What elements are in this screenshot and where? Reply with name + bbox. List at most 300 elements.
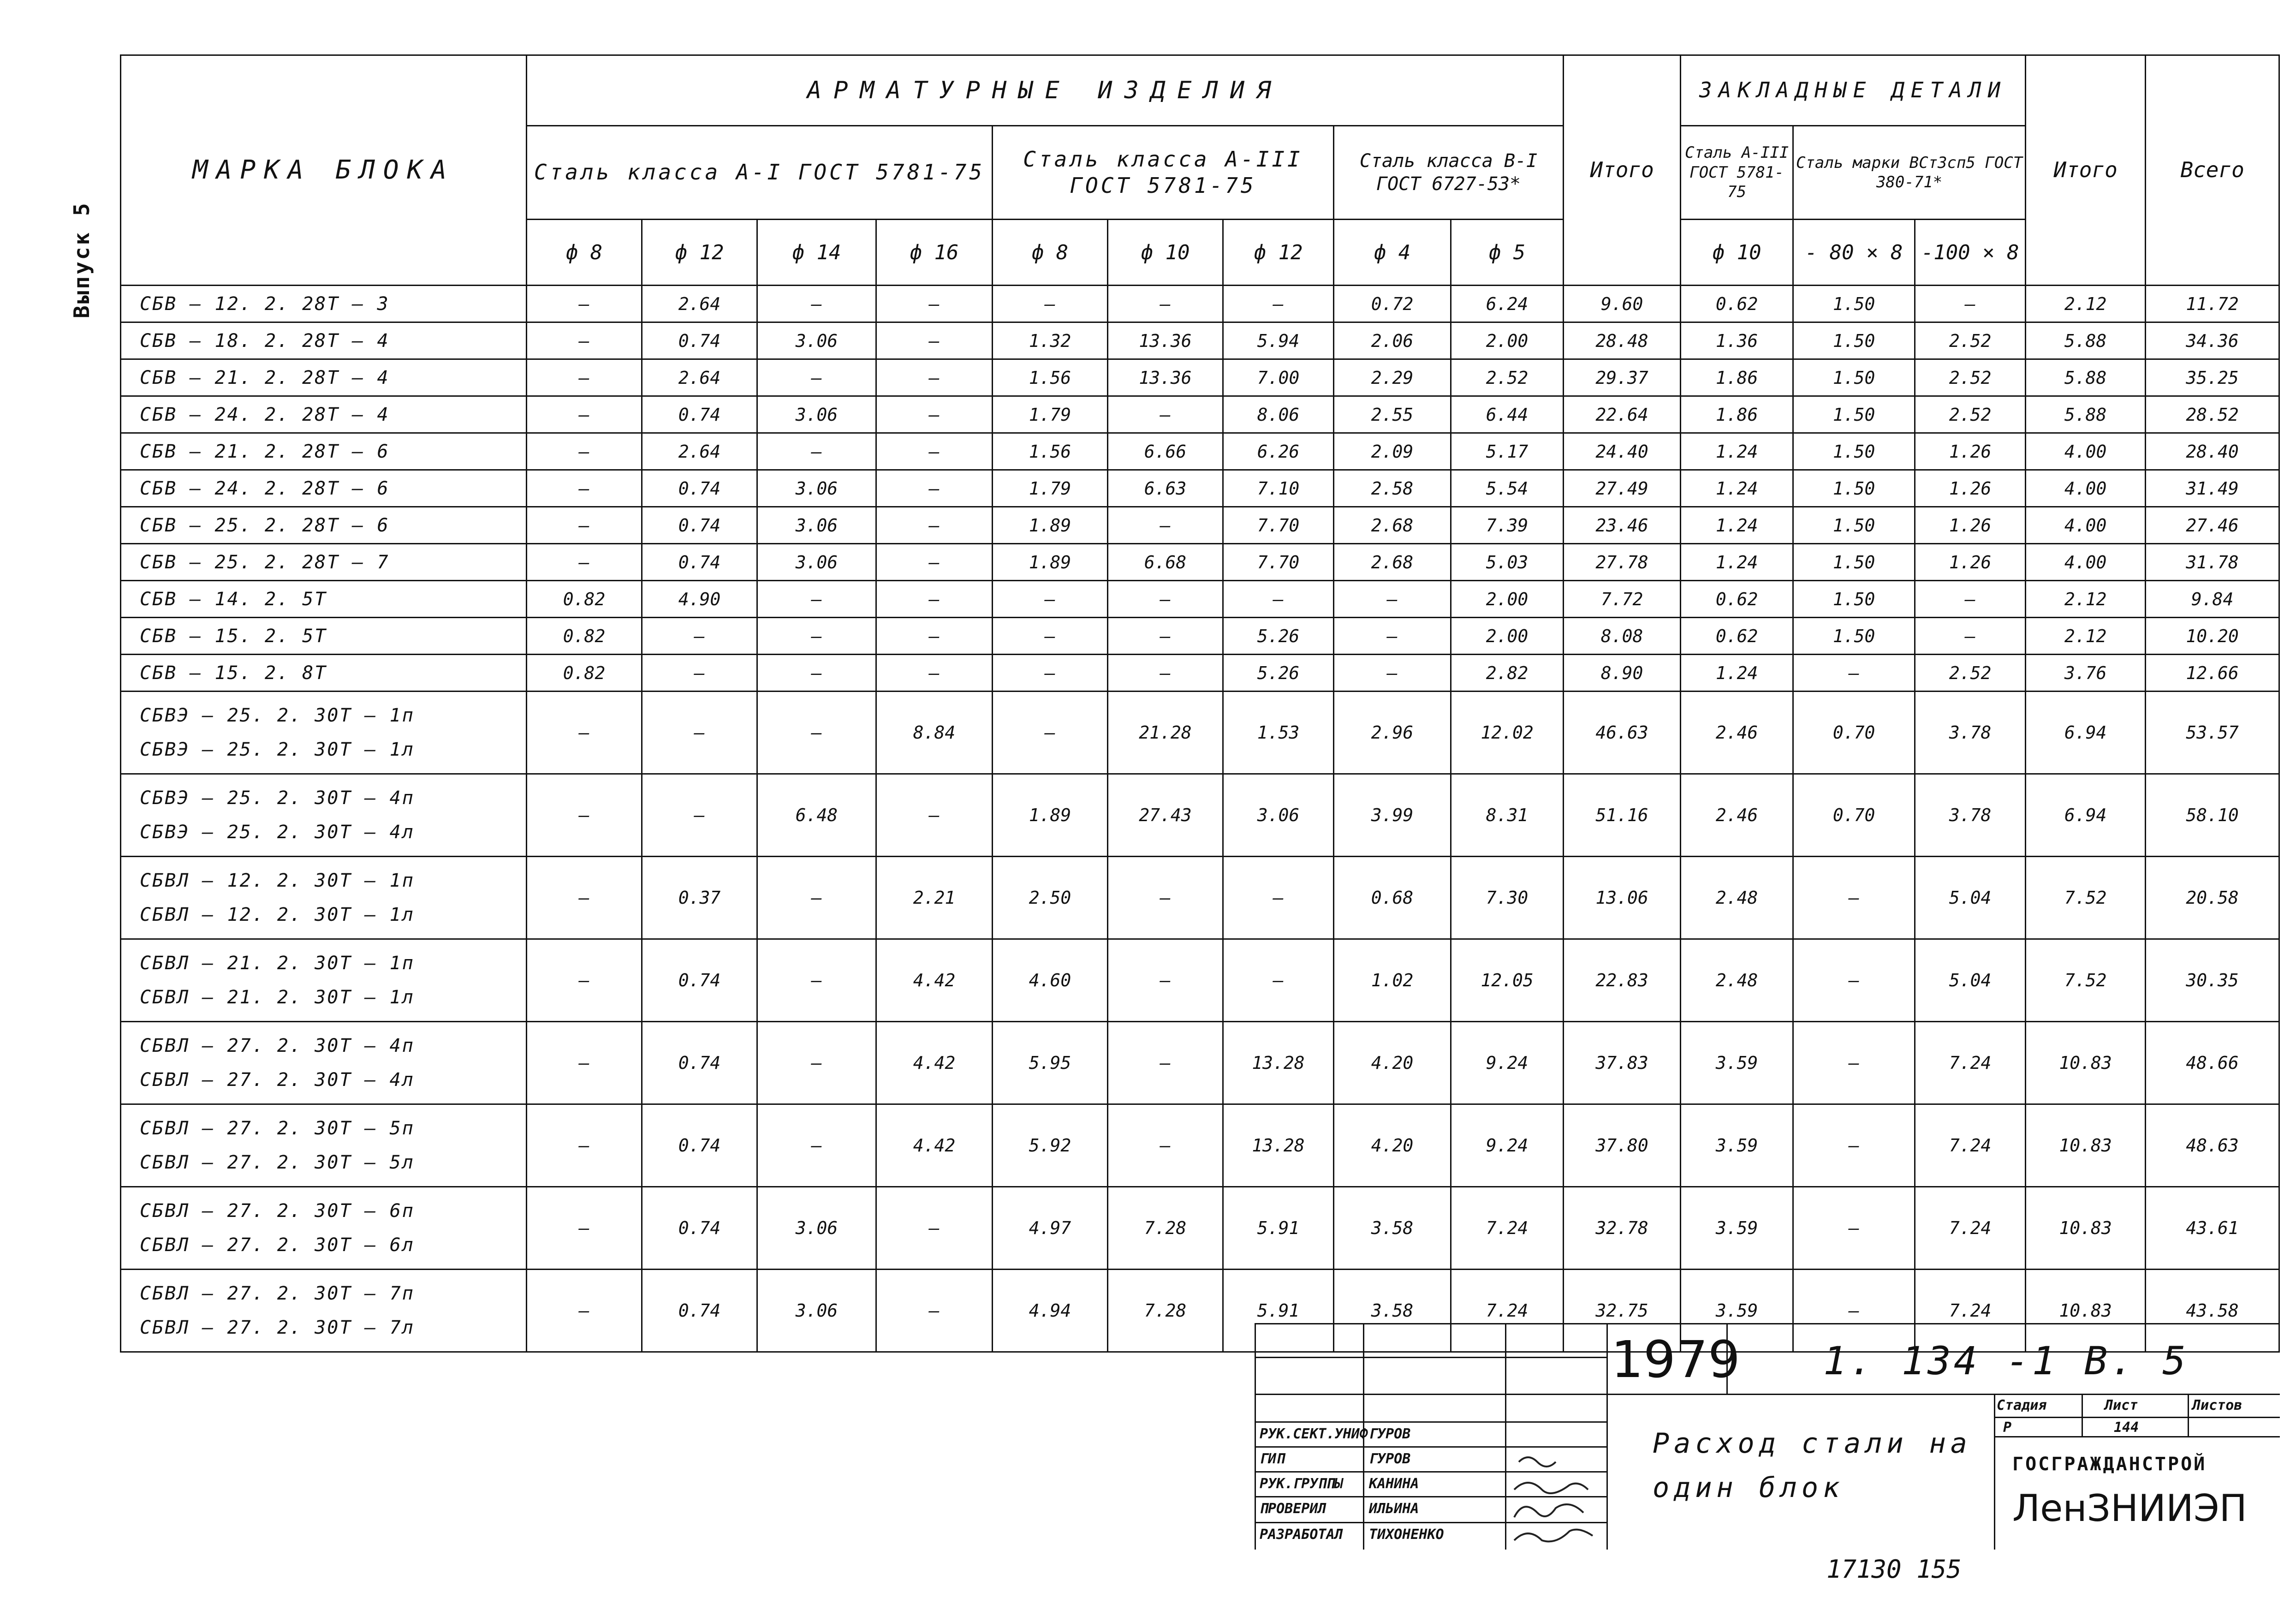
header-steel-a3: Сталь класса А-III ГОСТ 5781-75 xyxy=(993,126,1334,220)
value-cell: — xyxy=(527,396,642,433)
value-cell: 6.94 xyxy=(2026,692,2146,774)
value-cell: — xyxy=(527,286,642,322)
value-cell: 6.63 xyxy=(1108,470,1223,507)
value-cell: 43.61 xyxy=(2146,1187,2279,1270)
value-cell: 27.49 xyxy=(1564,470,1681,507)
value-cell: 2.12 xyxy=(2026,581,2146,618)
block-mark: СБВ — 15. 2. 8Т xyxy=(140,662,327,684)
value-cell: 3.06 xyxy=(757,1187,876,1270)
value-cell: — xyxy=(876,359,993,396)
value-cell: 3.78 xyxy=(1915,774,2026,857)
value-cell: 8.90 xyxy=(1564,655,1681,692)
value-cell: 1.50 xyxy=(1793,507,1915,544)
col-header: ф 8 xyxy=(527,220,642,286)
value-cell: — xyxy=(757,433,876,470)
signer-role: РАЗРАБОТАЛ xyxy=(1260,1526,1343,1543)
value-cell: 7.24 xyxy=(1915,1187,2026,1270)
block-mark-cell xyxy=(121,396,527,433)
stadia-value: Р xyxy=(2003,1419,2012,1436)
block-mark-cell xyxy=(121,359,527,396)
value-cell: 2.82 xyxy=(1451,655,1564,692)
value-cell: 2.52 xyxy=(1915,655,2026,692)
col-header: ф 10 xyxy=(1108,220,1223,286)
table-row xyxy=(121,857,2279,939)
divider xyxy=(1256,1446,1606,1448)
block-mark: СБВЭ — 25. 2. 30Т — 4л xyxy=(140,822,415,843)
value-cell: 2.48 xyxy=(1681,939,1793,1022)
value-cell: 53.57 xyxy=(2146,692,2279,774)
value-cell: 5.91 xyxy=(1223,1270,1334,1352)
value-cell: — xyxy=(876,322,993,359)
col-header: ф 14 xyxy=(757,220,876,286)
value-cell: 0.62 xyxy=(1681,286,1793,322)
value-cell: 12.66 xyxy=(2146,655,2279,692)
value-cell: — xyxy=(1793,857,1915,939)
value-cell: 27.46 xyxy=(2146,507,2279,544)
value-cell: — xyxy=(527,1187,642,1270)
value-cell: 0.74 xyxy=(642,1270,757,1352)
value-cell: 10.20 xyxy=(2146,618,2279,655)
value-cell: 4.00 xyxy=(2026,544,2146,581)
block-mark-cell xyxy=(121,692,527,774)
value-cell: 10.83 xyxy=(2026,1187,2146,1270)
value-cell: — xyxy=(1108,655,1223,692)
value-cell: — xyxy=(1108,286,1223,322)
value-cell: — xyxy=(527,1104,642,1187)
block-mark-cell xyxy=(121,581,527,618)
value-cell: — xyxy=(993,692,1108,774)
value-cell: 31.49 xyxy=(2146,470,2279,507)
value-cell: — xyxy=(1223,939,1334,1022)
value-cell: 7.24 xyxy=(1451,1270,1564,1352)
header-itogo-1: Итого xyxy=(1564,55,1681,286)
value-cell: 1.24 xyxy=(1681,655,1793,692)
value-cell: — xyxy=(757,857,876,939)
divider xyxy=(1606,1324,1608,1550)
value-cell: 0.70 xyxy=(1793,692,1915,774)
value-cell: — xyxy=(527,1022,642,1104)
value-cell: — xyxy=(1108,1104,1223,1187)
block-mark: СБВЛ — 12. 2. 30Т — 1л xyxy=(140,904,415,925)
value-cell: 7.52 xyxy=(2026,939,2146,1022)
value-cell: 9.24 xyxy=(1451,1022,1564,1104)
value-cell: 5.17 xyxy=(1451,433,1564,470)
value-cell: — xyxy=(527,470,642,507)
signer-role: ГИП xyxy=(1260,1451,1285,1467)
value-cell: 0.74 xyxy=(642,1022,757,1104)
value-cell: — xyxy=(1915,581,2026,618)
divider xyxy=(1256,1394,1606,1395)
value-cell: 30.35 xyxy=(2146,939,2279,1022)
value-cell: 3.78 xyxy=(1915,692,2026,774)
value-cell: 1.24 xyxy=(1681,433,1793,470)
value-cell: 7.28 xyxy=(1108,1270,1223,1352)
divider xyxy=(1256,1357,1606,1358)
listov-label: Листов xyxy=(2192,1397,2242,1413)
value-cell: — xyxy=(1793,939,1915,1022)
value-cell: — xyxy=(993,581,1108,618)
col-header: ф 10 xyxy=(1681,220,1793,286)
value-cell: 7.39 xyxy=(1451,507,1564,544)
value-cell: 10.83 xyxy=(2026,1270,2146,1352)
value-cell: 2.09 xyxy=(1334,433,1451,470)
value-cell: — xyxy=(1334,581,1451,618)
value-cell: 2.52 xyxy=(1915,322,2026,359)
value-cell: 1.26 xyxy=(1915,470,2026,507)
table-row xyxy=(121,396,2279,433)
block-mark: СБВЛ — 27. 2. 30Т — 5л xyxy=(140,1152,415,1173)
value-cell: 7.30 xyxy=(1451,857,1564,939)
value-cell: 0.74 xyxy=(642,1187,757,1270)
handwritten-signatures xyxy=(1510,1448,1602,1545)
value-cell: — xyxy=(757,359,876,396)
value-cell: — xyxy=(642,692,757,774)
value-cell: 2.46 xyxy=(1681,692,1793,774)
value-cell: 9.24 xyxy=(1451,1104,1564,1187)
value-cell: 13.28 xyxy=(1223,1104,1334,1187)
signer-role: ПРОВЕРИЛ xyxy=(1260,1501,1326,1517)
value-cell: 5.04 xyxy=(1915,939,2026,1022)
value-cell: 7.70 xyxy=(1223,507,1334,544)
value-cell: 1.50 xyxy=(1793,322,1915,359)
value-cell: 0.62 xyxy=(1681,581,1793,618)
block-mark: СБВ — 14. 2. 5Т xyxy=(140,588,327,610)
value-cell: 11.72 xyxy=(2146,286,2279,322)
value-cell: 13.28 xyxy=(1223,1022,1334,1104)
value-cell: 6.24 xyxy=(1451,286,1564,322)
bottom-note: 17130 155 xyxy=(1826,1555,1962,1584)
table-row xyxy=(121,692,2279,774)
value-cell: — xyxy=(1108,618,1223,655)
value-cell: 28.52 xyxy=(2146,396,2279,433)
value-cell: 3.06 xyxy=(757,544,876,581)
value-cell: 0.70 xyxy=(1793,774,1915,857)
value-cell: 8.31 xyxy=(1451,774,1564,857)
value-cell: 2.00 xyxy=(1451,581,1564,618)
value-cell: 1.50 xyxy=(1793,581,1915,618)
value-cell: 1.26 xyxy=(1915,544,2026,581)
value-cell: 27.78 xyxy=(1564,544,1681,581)
header-zaklad-group: ЗАКЛАДНЫЕ ДЕТАЛИ xyxy=(1681,55,2026,126)
value-cell: 32.78 xyxy=(1564,1187,1681,1270)
value-cell: 1.32 xyxy=(993,322,1108,359)
block-mark-cell xyxy=(121,774,527,857)
col-header: - 80 × 8 xyxy=(1793,220,1915,286)
block-mark: СБВ — 21. 2. 28Т — 4 xyxy=(140,367,390,388)
value-cell: 1.24 xyxy=(1681,544,1793,581)
value-cell: 4.00 xyxy=(2026,433,2146,470)
steel-consumption-table xyxy=(120,54,2280,1353)
table-row xyxy=(121,618,2279,655)
year: 1979 xyxy=(1611,1330,1740,1389)
value-cell: 1.24 xyxy=(1681,507,1793,544)
header-steel-a1: Сталь класса А-I ГОСТ 5781-75 xyxy=(527,126,993,220)
value-cell: 4.42 xyxy=(876,1104,993,1187)
value-cell: 2.29 xyxy=(1334,359,1451,396)
value-cell: 3.58 xyxy=(1334,1270,1451,1352)
value-cell: 5.04 xyxy=(1915,857,2026,939)
value-cell: 3.99 xyxy=(1334,774,1451,857)
signer-role: РУК.ГРУППЫ xyxy=(1260,1476,1343,1492)
value-cell: — xyxy=(1334,618,1451,655)
block-mark: СБВ — 25. 2. 28Т — 7 xyxy=(140,551,390,573)
value-cell: 2.96 xyxy=(1334,692,1451,774)
value-cell: 2.64 xyxy=(642,286,757,322)
block-mark: СБВЭ — 25. 2. 30Т — 1п xyxy=(140,705,415,726)
value-cell: 4.42 xyxy=(876,1022,993,1104)
block-mark-cell xyxy=(121,857,527,939)
block-mark: СБВ — 21. 2. 28Т — 6 xyxy=(140,441,390,462)
value-cell: 2.06 xyxy=(1334,322,1451,359)
value-cell: — xyxy=(1108,507,1223,544)
value-cell: 4.90 xyxy=(642,581,757,618)
value-cell: 10.83 xyxy=(2026,1022,2146,1104)
value-cell: 2.00 xyxy=(1451,322,1564,359)
value-cell: 1.53 xyxy=(1223,692,1334,774)
value-cell: 6.94 xyxy=(2026,774,2146,857)
value-cell: 2.64 xyxy=(642,433,757,470)
value-cell: 13.36 xyxy=(1108,322,1223,359)
value-cell: 58.10 xyxy=(2146,774,2279,857)
block-mark: СБВЭ — 25. 2. 30Т — 1л xyxy=(140,739,415,760)
value-cell: 1.02 xyxy=(1334,939,1451,1022)
col-header: -100 × 8 xyxy=(1915,220,2026,286)
block-mark-cell xyxy=(121,544,527,581)
value-cell: 1.26 xyxy=(1915,433,2026,470)
value-cell: — xyxy=(757,581,876,618)
value-cell: 1.50 xyxy=(1793,618,1915,655)
value-cell: 1.56 xyxy=(993,359,1108,396)
value-cell: — xyxy=(527,507,642,544)
side-label: Выпуск 5 xyxy=(69,201,94,318)
block-mark-cell xyxy=(121,507,527,544)
header-steel-b1: Сталь класса В-I ГОСТ 6727-53* xyxy=(1334,126,1564,220)
block-mark: СБВЛ — 27. 2. 30Т — 6л xyxy=(140,1234,415,1256)
table-row xyxy=(121,581,2279,618)
signer-name: ГУРОВ xyxy=(1369,1451,1411,1467)
value-cell: 8.06 xyxy=(1223,396,1334,433)
value-cell: 13.36 xyxy=(1108,359,1223,396)
header-vsego: Всего xyxy=(2146,55,2279,286)
value-cell: 2.58 xyxy=(1334,470,1451,507)
value-cell: — xyxy=(1793,1270,1915,1352)
value-cell: — xyxy=(1108,939,1223,1022)
value-cell: 3.76 xyxy=(2026,655,2146,692)
value-cell: — xyxy=(1223,581,1334,618)
divider xyxy=(1994,1417,2280,1418)
value-cell: 13.06 xyxy=(1564,857,1681,939)
value-cell: 4.20 xyxy=(1334,1104,1451,1187)
value-cell: 2.00 xyxy=(1451,618,1564,655)
block-mark: СБВЛ — 12. 2. 30Т — 1п xyxy=(140,870,415,891)
value-cell: 35.25 xyxy=(2146,359,2279,396)
value-cell: 1.79 xyxy=(993,470,1108,507)
block-mark-cell xyxy=(121,1022,527,1104)
value-cell: 12.02 xyxy=(1451,692,1564,774)
table-row xyxy=(121,286,2279,322)
value-cell: 1.50 xyxy=(1793,544,1915,581)
value-cell: — xyxy=(527,939,642,1022)
block-mark-cell xyxy=(121,1104,527,1187)
value-cell: — xyxy=(527,359,642,396)
header-armatura-group: АРМАТУРНЫЕ ИЗДЕЛИЯ xyxy=(527,55,1564,126)
value-cell: 4.94 xyxy=(993,1270,1108,1352)
block-mark-cell xyxy=(121,322,527,359)
table-row xyxy=(121,655,2279,692)
value-cell: 9.84 xyxy=(2146,581,2279,618)
block-mark-cell xyxy=(121,433,527,470)
value-cell: 12.05 xyxy=(1451,939,1564,1022)
block-mark: СБВ — 15. 2. 5Т xyxy=(140,625,327,647)
value-cell: 43.58 xyxy=(2146,1270,2279,1352)
col-header: ф 8 xyxy=(993,220,1108,286)
value-cell: 7.24 xyxy=(1451,1187,1564,1270)
value-cell: 7.24 xyxy=(1915,1270,2026,1352)
block-mark-cell xyxy=(121,939,527,1022)
value-cell: 34.36 xyxy=(2146,322,2279,359)
value-cell: — xyxy=(1108,1022,1223,1104)
value-cell: 6.44 xyxy=(1451,396,1564,433)
table-row xyxy=(121,359,2279,396)
value-cell: 4.97 xyxy=(993,1187,1108,1270)
value-cell: 5.26 xyxy=(1223,618,1334,655)
value-cell: — xyxy=(993,618,1108,655)
value-cell: — xyxy=(527,433,642,470)
value-cell: 4.00 xyxy=(2026,507,2146,544)
divider xyxy=(2082,1394,2083,1436)
value-cell: — xyxy=(1223,286,1334,322)
value-cell: 48.63 xyxy=(2146,1104,2279,1187)
value-cell: 20.58 xyxy=(2146,857,2279,939)
value-cell: 6.48 xyxy=(757,774,876,857)
value-cell: — xyxy=(1915,618,2026,655)
value-cell: 8.84 xyxy=(876,692,993,774)
value-cell: — xyxy=(993,286,1108,322)
value-cell: 1.36 xyxy=(1681,322,1793,359)
header-steel-z1: Сталь А-III ГОСТ 5781-75 xyxy=(1681,126,1793,220)
value-cell: — xyxy=(1793,655,1915,692)
col-header: ф 4 xyxy=(1334,220,1451,286)
value-cell: 37.80 xyxy=(1564,1104,1681,1187)
divider xyxy=(1256,1421,1606,1423)
header-marka: МАРКА БЛОКА xyxy=(121,55,527,286)
signer-name: ГУРОВ xyxy=(1369,1426,1411,1442)
signer-role: РУК.СЕКТ.УНИФ xyxy=(1260,1426,1368,1442)
value-cell: — xyxy=(876,581,993,618)
value-cell: — xyxy=(1915,286,2026,322)
value-cell: — xyxy=(757,618,876,655)
block-mark: СБВ — 24. 2. 28Т — 4 xyxy=(140,404,390,425)
value-cell: 3.59 xyxy=(1681,1022,1793,1104)
table-row xyxy=(121,470,2279,507)
block-mark: СБВ — 24. 2. 28Т — 6 xyxy=(140,477,390,499)
value-cell: 0.74 xyxy=(642,544,757,581)
col-header: ф 5 xyxy=(1451,220,1564,286)
value-cell: — xyxy=(527,1270,642,1352)
value-cell: 1.24 xyxy=(1681,470,1793,507)
divider xyxy=(1505,1324,1506,1550)
value-cell: 2.46 xyxy=(1681,774,1793,857)
title-block xyxy=(1255,1323,2280,1550)
value-cell: 1.50 xyxy=(1793,359,1915,396)
table-row xyxy=(121,507,2279,544)
table-row xyxy=(121,433,2279,470)
value-cell: 2.48 xyxy=(1681,857,1793,939)
value-cell: 1.89 xyxy=(993,507,1108,544)
block-mark: СБВЛ — 21. 2. 30Т — 1л xyxy=(140,987,415,1008)
block-mark: СБВЭ — 25. 2. 30Т — 4п xyxy=(140,787,415,809)
signer-name: ТИХОНЕНКО xyxy=(1369,1526,1444,1543)
value-cell: 3.06 xyxy=(1223,774,1334,857)
value-cell: 5.95 xyxy=(993,1022,1108,1104)
value-cell: — xyxy=(993,655,1108,692)
value-cell: — xyxy=(876,618,993,655)
value-cell: — xyxy=(876,433,993,470)
value-cell: 28.48 xyxy=(1564,322,1681,359)
value-cell: 24.40 xyxy=(1564,433,1681,470)
value-cell: — xyxy=(1223,857,1334,939)
value-cell: — xyxy=(876,774,993,857)
table-row xyxy=(121,1104,2279,1187)
value-cell: 0.37 xyxy=(642,857,757,939)
value-cell: 5.26 xyxy=(1223,655,1334,692)
value-cell: 3.06 xyxy=(757,470,876,507)
table-body xyxy=(121,286,2279,1352)
table-row xyxy=(121,1022,2279,1104)
value-cell: — xyxy=(876,544,993,581)
value-cell: — xyxy=(876,396,993,433)
value-cell: 5.88 xyxy=(2026,359,2146,396)
value-cell: 4.00 xyxy=(2026,470,2146,507)
value-cell: 7.00 xyxy=(1223,359,1334,396)
divider xyxy=(1994,1436,2280,1437)
value-cell: 37.83 xyxy=(1564,1022,1681,1104)
col-header: ф 12 xyxy=(1223,220,1334,286)
value-cell: 4.42 xyxy=(876,939,993,1022)
value-cell: 0.82 xyxy=(527,655,642,692)
value-cell: 22.64 xyxy=(1564,396,1681,433)
value-cell: 0.74 xyxy=(642,470,757,507)
value-cell: 7.10 xyxy=(1223,470,1334,507)
block-mark-cell xyxy=(121,286,527,322)
value-cell: 3.58 xyxy=(1334,1187,1451,1270)
value-cell: 2.55 xyxy=(1334,396,1451,433)
value-cell: — xyxy=(757,655,876,692)
value-cell: — xyxy=(1108,857,1223,939)
value-cell: 23.46 xyxy=(1564,507,1681,544)
value-cell: — xyxy=(1793,1187,1915,1270)
value-cell: 0.68 xyxy=(1334,857,1451,939)
value-cell: — xyxy=(642,655,757,692)
value-cell: 3.06 xyxy=(757,1270,876,1352)
value-cell: — xyxy=(757,1104,876,1187)
value-cell: — xyxy=(1793,1104,1915,1187)
value-cell: 1.50 xyxy=(1793,433,1915,470)
value-cell: 7.70 xyxy=(1223,544,1334,581)
value-cell: — xyxy=(642,774,757,857)
value-cell: — xyxy=(1108,396,1223,433)
organization-institute: ЛенЗНИИЭП xyxy=(2012,1487,2247,1530)
value-cell: 3.59 xyxy=(1681,1104,1793,1187)
value-cell: 3.59 xyxy=(1681,1187,1793,1270)
value-cell: 46.63 xyxy=(1564,692,1681,774)
value-cell: 0.82 xyxy=(527,581,642,618)
value-cell: 51.16 xyxy=(1564,774,1681,857)
value-cell: 0.74 xyxy=(642,507,757,544)
value-cell: 4.60 xyxy=(993,939,1108,1022)
value-cell: — xyxy=(757,1022,876,1104)
value-cell: 3.06 xyxy=(757,396,876,433)
